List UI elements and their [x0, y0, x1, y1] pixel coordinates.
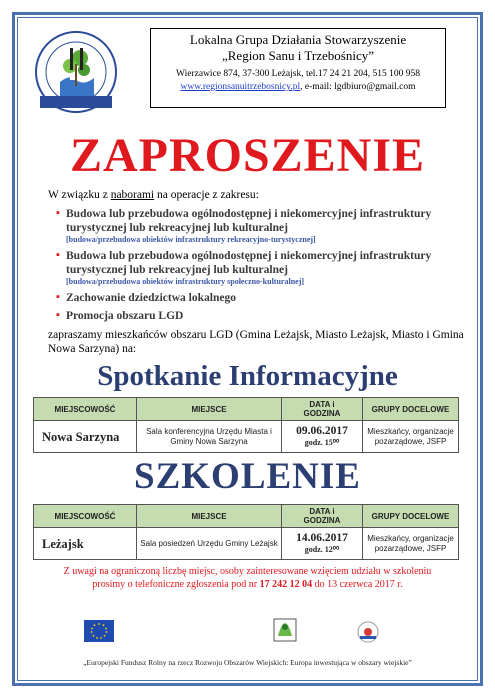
org-address: Wierzawice 874, 37-300 Leżajsk, tel.17 24 21 204, 515 100 958 [176, 69, 420, 79]
col-venue: MIEJSCE [137, 398, 282, 421]
training-title: SZKOLENIE [134, 456, 361, 497]
meeting-venue: Sala konferencyjna Urzędu Miasta i Gminy Nowa Sarzyna [137, 421, 282, 453]
operation-note: [budowa/przebudowa obiektów infrastruktury społeczno-kulturalnej] [66, 277, 305, 286]
prow-logo-icon [356, 620, 380, 644]
list-item [56, 249, 456, 287]
org-subtitle: „Region Sanu i Trzebośnicy” [221, 48, 374, 63]
header [22, 20, 472, 120]
bullet-icon: ▪ [56, 249, 60, 261]
meeting-target: Mieszkańcy, organizacje pozarządowe, JSFP [363, 421, 459, 453]
organization-info-box [150, 28, 446, 108]
meeting-datetime [282, 421, 363, 453]
table-header-row [34, 398, 459, 421]
notice-line1: Z uwagi na ograniczoną liczbę miejsc, osoby zainteresowane wzięciem udziału w szkoleniu [63, 566, 432, 577]
notice-line2-after: do 13 czerwca 2017 r. [312, 579, 403, 590]
col-datetime-line1: DATA i [309, 507, 335, 516]
table-row [34, 528, 459, 560]
training-locality: Leżajsk [34, 528, 137, 560]
intro-before: W związku z [48, 189, 111, 201]
meeting-date: 09.06.2017 [296, 425, 348, 437]
table-header-row [34, 505, 459, 528]
operation-text: Budowa lub przebudowa ogólnodostępnej i niekomercyjnej infrastruktury turystycznej lub rekreacyjnej lub kulturalnej [66, 250, 432, 276]
intro-after: na operacje z zakresu: [154, 189, 259, 201]
bullet-icon: ▪ [56, 309, 60, 321]
invitation-text: zapraszamy mieszkańców obszaru LGD (Gmina Leżajsk, Miasto Leżajsk, Miasto i Gmina Nowa Sarzyna) na: [48, 329, 464, 355]
lgd-logo [26, 22, 126, 122]
intro-underlined: naborami [110, 189, 155, 201]
org-contact [151, 81, 445, 93]
operations-list [56, 207, 456, 327]
operation-text: Zachowanie dziedzictwa lokalnego [66, 292, 236, 304]
list-item [56, 309, 456, 323]
page-title: ZAPROSZENIE [69, 129, 426, 182]
training-target: Mieszkańcy, organizacje pozarządowe, JSFP [363, 528, 459, 560]
col-datetime [282, 505, 363, 528]
registration-notice [0, 565, 495, 591]
leader-logo-icon [273, 618, 297, 642]
table-row [34, 421, 459, 453]
list-item [56, 207, 456, 245]
training-time: godz. 12⁰⁰ [304, 545, 340, 554]
training-datetime [282, 528, 363, 560]
col-datetime-line1: DATA i [309, 400, 335, 409]
list-item [56, 291, 456, 305]
funding-logos [60, 614, 440, 654]
col-locality: MIEJSCOWOŚĆ [34, 398, 137, 421]
bullet-icon: ▪ [56, 207, 60, 219]
notice-line2 [0, 578, 495, 591]
operation-text: Budowa lub przebudowa ogólnodostępnej i niekomercyjnej infrastruktury turystycznej lub rekreacyjnej lub kulturalnej [66, 208, 432, 234]
bullet-icon: ▪ [56, 291, 60, 303]
col-datetime-line2: GODZINA [303, 409, 341, 418]
col-venue: MIEJSCE [137, 505, 282, 528]
col-datetime [282, 398, 363, 421]
email-text: , e-mail: lgdbiuro@gmail.com [300, 82, 416, 92]
meeting-time: godz. 15⁰⁰ [304, 438, 340, 447]
website-link[interactable]: www.regionsanuitrzebosnicy.pl [180, 82, 301, 92]
training-date: 14.06.2017 [296, 532, 348, 544]
operation-note: [budowa/przebudowa obiektów infrastruktury rekreacyjno-turystycznej] [66, 235, 316, 244]
phone-number: 17 242 12 04 [259, 579, 313, 590]
meeting-table [33, 397, 459, 453]
col-target: GRUPY DOCELOWE [363, 505, 459, 528]
col-locality: MIEJSCOWOŚĆ [34, 505, 137, 528]
org-name: Lokalna Grupa Działania Stowarzyszenie [189, 32, 407, 47]
training-table [33, 504, 459, 560]
col-datetime-line2: GODZINA [303, 516, 341, 525]
eu-flag-icon [84, 620, 114, 642]
operation-text: Promocja obszaru LGD [66, 310, 184, 322]
col-target: GRUPY DOCELOWE [363, 398, 459, 421]
training-venue: Sala posiedzeń Urzędu Gminy Leżajsk [137, 528, 282, 560]
footer-text: „Europejski Fundusz Rolny na rzecz Rozwoju Obszarów Wiejskich: Europa inwestująca w obszary wiejskie” [83, 658, 412, 667]
meeting-locality: Nowa Sarzyna [34, 421, 137, 453]
meeting-title: Spotkanie Informacyjne [97, 360, 398, 392]
intro-text [48, 189, 468, 201]
notice-line2-before: prosimy o telefoniczne zgłoszenia pod nr [92, 579, 260, 590]
